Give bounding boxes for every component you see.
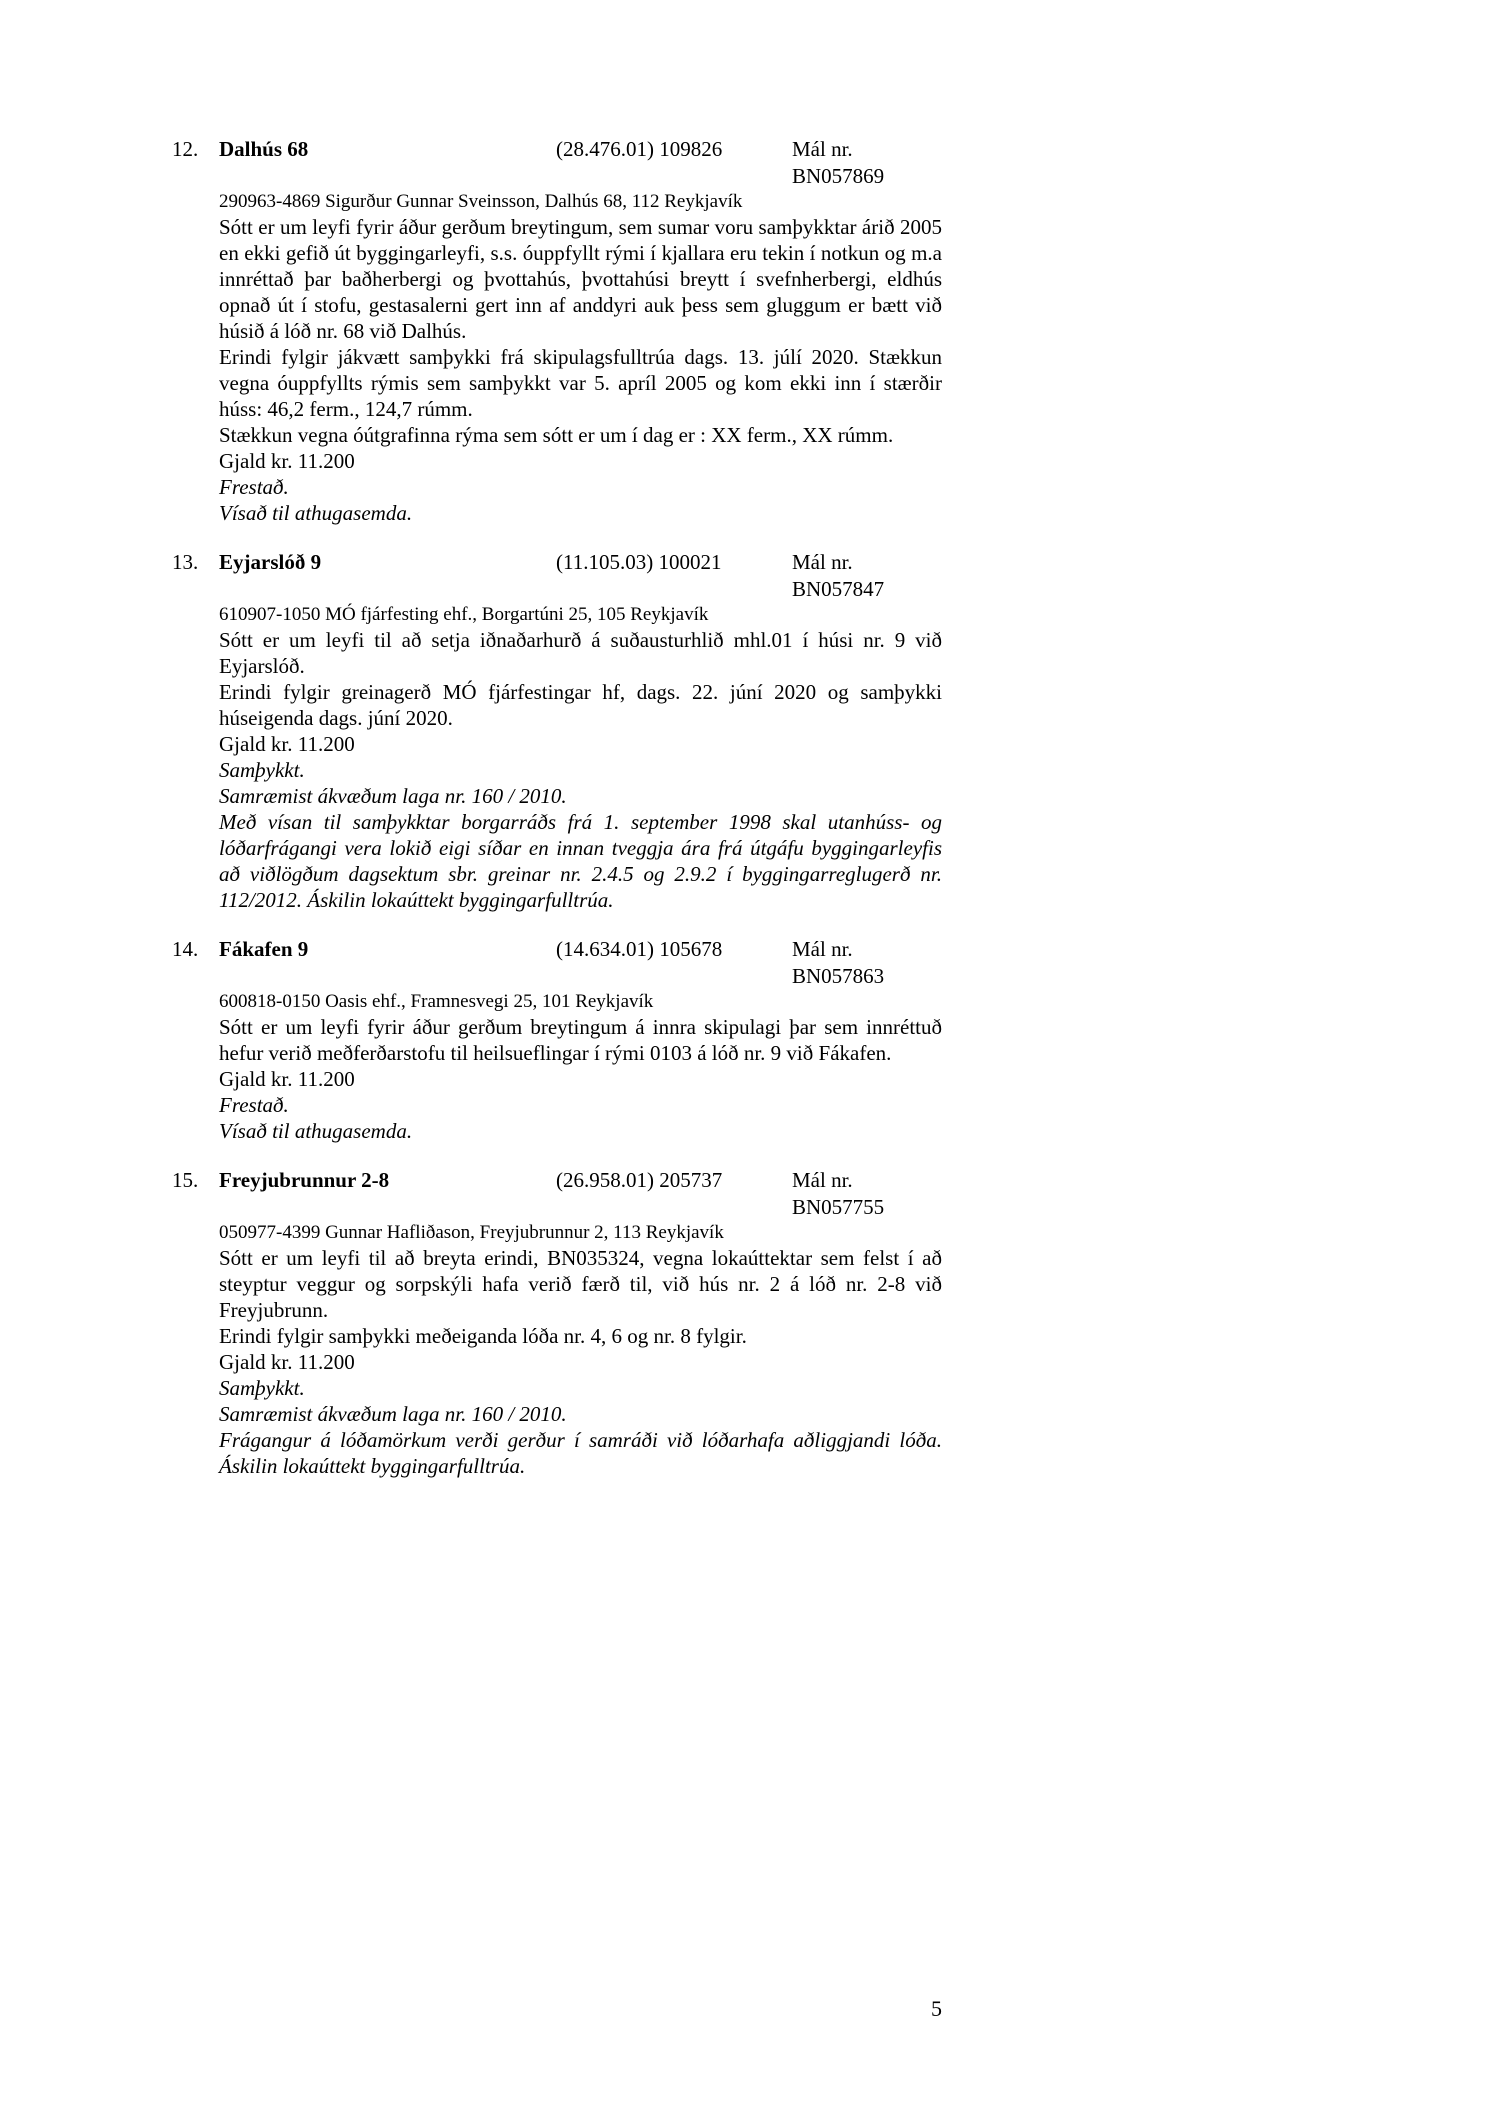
item-header	[172, 936, 942, 990]
item-decision-note: Samræmist ákvæðum laga nr. 160 / 2010.	[219, 784, 567, 808]
item-number: 15.	[172, 1168, 199, 1192]
item-paragraph: Stækkun vegna óútgrafinna rýma sem sótt er um í dag er : XX ferm., XX rúmm.	[219, 423, 894, 447]
item-paragraph: Sótt er um leyfi fyrir áður gerðum breytingum, sem sumar voru samþykktar árið 2005 en ekki gefið út byggingarleyfi, s.s. óuppfyllt rými í kjallara eru tekin í notkun og m.a innréttað þar baðherbergi og þvottahús, þvottahúsi breytt í svefnherbergi, eldhús opnað út í stofu, gestasalerni gert inn af anddyri auk þess sem gluggum er bætt við húsið á lóð nr. 68 við Dalhús.	[219, 215, 942, 343]
item-title: Fákafen 9	[219, 937, 309, 961]
item-fee-line: Gjald kr. 11.200	[219, 1350, 355, 1374]
item-case-number: Mál nr. BN057755	[792, 1168, 885, 1219]
item-case-number: Mál nr. BN057863	[792, 937, 885, 988]
item-title: Eyjarslóð 9	[219, 550, 322, 574]
item-reference-number: (26.958.01) 205737	[556, 1168, 723, 1192]
item-applicant-line: 050977-4399 Gunnar Hafliðason, Freyjubrunnur 2, 113 Reykjavík	[219, 1222, 724, 1243]
item-fee-line: Gjald kr. 11.200	[219, 732, 355, 756]
item-header	[172, 136, 942, 190]
item-paragraph: Sótt er um leyfi til að breyta erindi, BN035324, vegna lokaúttektar sem felst í að steyptur veggur og sorpskýli hafa verið færð til, við hús nr. 2 á lóð nr. 2-8 við Freyjubrunn.	[219, 1246, 942, 1322]
item-decision: Samþykkt.	[219, 758, 305, 782]
item-case-number: Mál nr. BN057869	[792, 137, 885, 188]
item-decision: Frestað.	[219, 1093, 289, 1117]
agenda-item-14	[172, 936, 942, 1144]
item-title: Freyjubrunnur 2-8	[219, 1168, 390, 1192]
page-number: 5	[931, 1996, 942, 2021]
item-reference-number: (11.105.03) 100021	[556, 550, 722, 574]
item-applicant-line: 290963-4869 Sigurður Gunnar Sveinsson, Dalhús 68, 112 Reykjavík	[219, 191, 743, 212]
item-applicant-line: 610907-1050 MÓ fjárfesting ehf., Borgartúni 25, 105 Reykjavík	[219, 604, 709, 625]
item-number: 14.	[172, 937, 199, 961]
item-paragraph: Erindi fylgir samþykki meðeiganda lóða nr. 4, 6 og nr. 8 fylgir.	[219, 1324, 747, 1348]
agenda-item-15	[172, 1167, 942, 1479]
item-body	[172, 1014, 942, 1144]
item-body	[172, 214, 942, 526]
item-number: 12.	[172, 137, 199, 161]
item-fee-line: Gjald kr. 11.200	[219, 1067, 355, 1091]
agenda-item-13	[172, 549, 942, 913]
item-decision: Samþykkt.	[219, 1376, 305, 1400]
item-header	[172, 549, 942, 603]
item-paragraph: Erindi fylgir jákvætt samþykki frá skipulagsfulltrúa dags. 13. júlí 2020. Stækkun vegna óuppfyllts rýmis sem samþykkt var 5. apríl 2005 og kom ekki inn í stærðir húss: 46,2 ferm., 124,7 rúmm.	[219, 345, 942, 421]
item-reference-number: (14.634.01) 105678	[556, 937, 723, 961]
item-decision-note: Vísað til athugasemda.	[219, 1119, 413, 1143]
item-paragraph: Sótt er um leyfi fyrir áður gerðum breytingum á innra skipulagi þar sem innréttuð hefur verið meðferðarstofu til heilsueflingar í rými 0103 á lóð nr. 9 við Fákafen.	[219, 1015, 942, 1065]
item-decision: Frestað.	[219, 475, 289, 499]
item-applicant-line: 600818-0150 Oasis ehf., Framnesvegi 25, 101 Reykjavík	[219, 991, 654, 1012]
item-number: 13.	[172, 550, 199, 574]
item-fee-line: Gjald kr. 11.200	[219, 449, 355, 473]
item-header	[172, 1167, 942, 1221]
item-body	[172, 1245, 942, 1479]
item-decision-note: Samræmist ákvæðum laga nr. 160 / 2010.	[219, 1402, 567, 1426]
item-reference-number: (28.476.01) 109826	[556, 137, 723, 161]
item-paragraph: Sótt er um leyfi til að setja iðnaðarhurð á suðausturhlið mhl.01 í húsi nr. 9 við Eyjarslóð.	[219, 628, 942, 678]
item-title: Dalhús 68	[219, 137, 309, 161]
item-case-number: Mál nr. BN057847	[792, 550, 885, 601]
item-paragraph: Erindi fylgir greinagerð MÓ fjárfestingar hf, dags. 22. júní 2020 og samþykki húseigenda dags. júní 2020.	[219, 680, 942, 730]
agenda-item-12	[172, 136, 942, 526]
item-decision-clause: Frágangur á lóðamörkum verði gerður í samráði við lóðarhafa aðliggjandi lóða. Áskilin lokaúttekt byggingarfulltrúa.	[219, 1428, 942, 1478]
item-decision-note: Vísað til athugasemda.	[219, 501, 413, 525]
document-content	[172, 136, 942, 1502]
item-body	[172, 627, 942, 913]
item-decision-clause: Með vísan til samþykktar borgarráðs frá 1. september 1998 skal utanhúss- og lóðarfrágangi vera lokið eigi síðar en innan tveggja ára frá útgáfu byggingarleyfis að viðlögðum dagsektum sbr. greinar nr. 2.4.5 og 2.9.2 í byggingarreglugerð nr. 112/2012. Áskilin lokaúttekt byggingarfulltrúa.	[219, 810, 942, 912]
